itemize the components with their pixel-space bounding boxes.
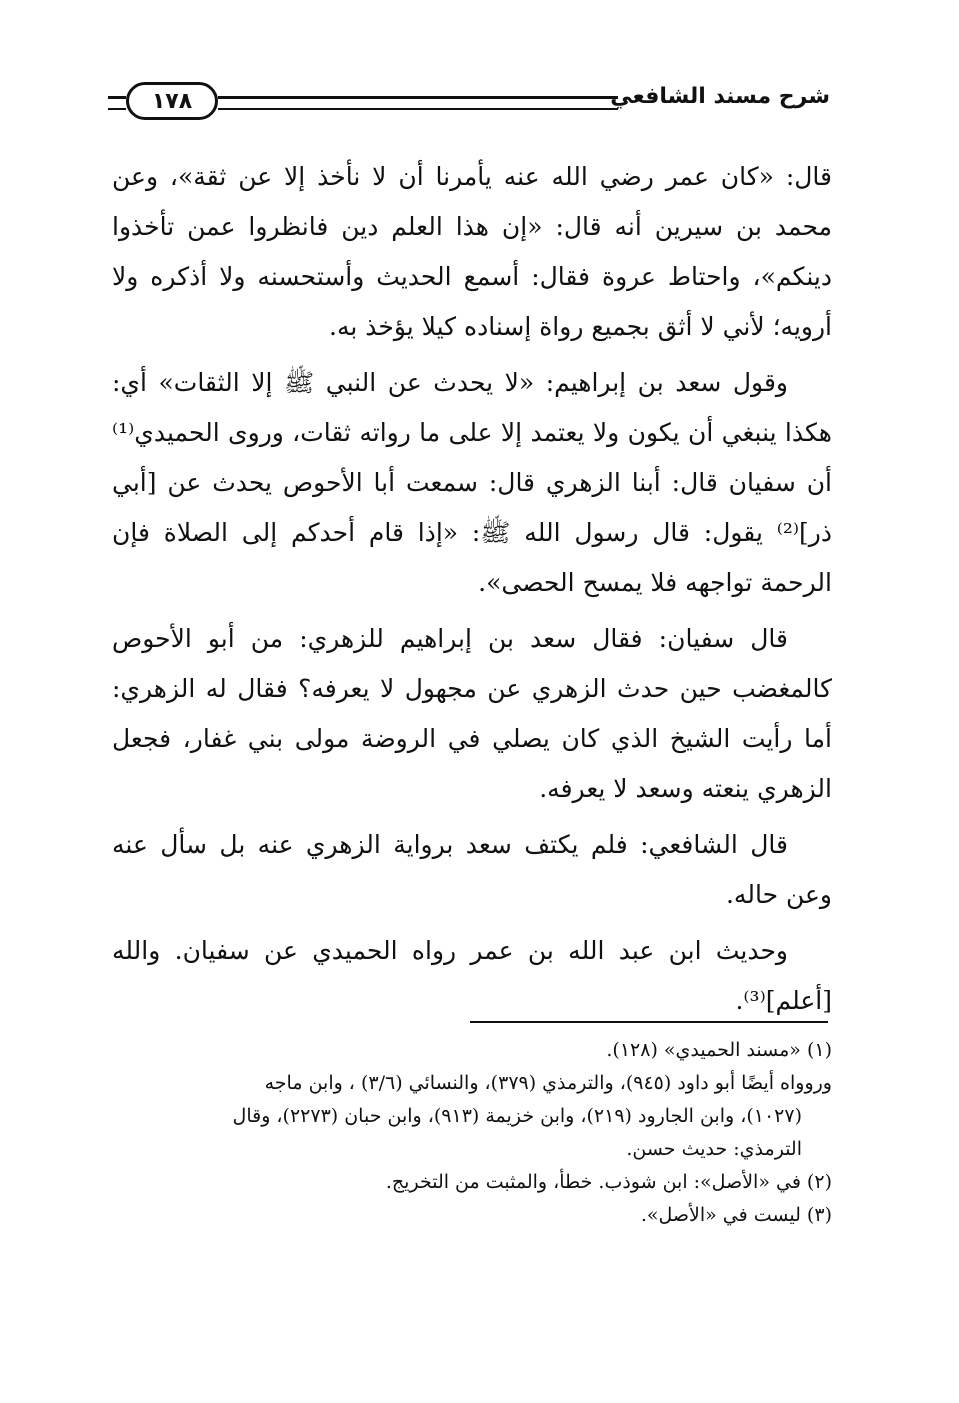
main-text [112,152,832,1032]
footnote-2: (٢) في «الأصل»: ابن شوذب. خطأ، والمثبت من التخريج. [385,1171,832,1193]
footnote-1-line-b: (١٠٢٧)، وابن الجارود (٢١٩)، وابن خزيمة (٩١٣)، وابن حبان (٢٢٧٣)، وقال [232,1105,802,1127]
footnote-3: (٣) ليست في «الأصل». [640,1204,832,1226]
paragraph-1: قال: «كان عمر رضي الله عنه يأمرنا أن لا نأخذ إلا عن ثقة»، وعن محمد بن سيرين أنه قال: «إن هذا العلم دين فانظروا عمن تأخذوا دينكم»، واحتاط عروة فقال: أسمع الحديث وأستحسنه ولا أذكره ولا أرويه؛ لأني لا أثق بجميع رواة إسناده كيلا يؤخذ به. [112,162,832,341]
paragraph-4: قال الشافعي: فلم يكتف سعد برواية الزهري عنه بل سأل عنه وعن حاله. [112,830,832,909]
running-header [108,78,830,130]
book-title: شرح مسند الشافعي [610,84,830,109]
header-rule-left [108,96,126,110]
footnote-1: (١) «مسند الحميدي» (١٢٨). [606,1039,832,1061]
footnote-separator [470,1021,828,1023]
footnote-1-line-c: الترمذي: حديث حسن. [626,1138,802,1160]
page-number: ١٧٨ [151,88,193,114]
paragraph-5: وحديث ابن عبد الله بن عمر رواه الحميدي عن سفيان. والله [أعلم]⁽³⁾. [112,936,832,1015]
footnote-1-line-a: وروواه أيضًا أبو داود (٩٤٥)، والترمذي (٣٧٩)، والنسائي (٣/٦) ، وابن ماجه [264,1072,832,1094]
paragraph-2: وقول سعد بن إبراهيم: «لا يحدث عن النبي ﷺ إلا الثقات» أي: هكذا ينبغي أن يكون ولا يعتمد إلا على ما رواته ثقات، وروى الحميدي⁽¹⁾ أن سفيان قال: أبنا الزهري قال: سمعت أبا الأحوص يحدث عن [أبي ذر]⁽²⁾ يقول: قال رسول الله ﷺ: «إذا قام أحدكم إلى الصلاة فإن الرحمة تواجهه فلا يمسح الحصى». [112,368,832,597]
header-rule [218,96,618,110]
page-number-badge [126,82,218,120]
footnotes [112,1034,832,1232]
paragraph-3: قال سفيان: فقال سعد بن إبراهيم للزهري: من أبو الأحوص كالمغضب حين حدث الزهري عن مجهول لا يعرفه؟ فقال له الزهري: أما رأيت الشيخ الذي كان يصلي في الروضة مولى بني غفار، فجعل الزهري ينعته وسعد لا يعرفه. [112,624,832,803]
